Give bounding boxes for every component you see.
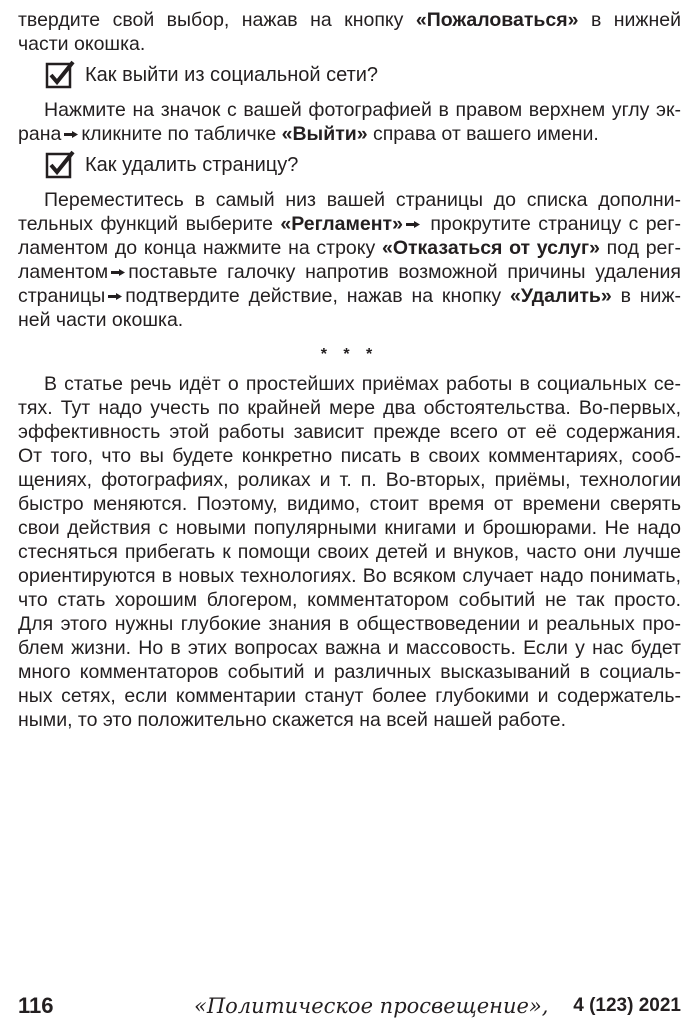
delete-line-2: [18, 212, 681, 236]
delete-text-4a: ламентом: [18, 261, 109, 283]
logout-text-1: рана: [18, 123, 62, 145]
intro-text-2: в нижней: [578, 9, 681, 31]
logout-button-label: «Выйти»: [281, 123, 368, 145]
conclusion-line: стесняться прибегать к помощи своих детей и внуков, часто они лучше: [18, 541, 681, 563]
refuse-services-label: «Отказаться от услуг»: [381, 237, 600, 259]
delete-line-1: Переместитесь в самый низ вашей страницы до списка дополни-: [44, 189, 681, 211]
arrow-right-icon: [108, 293, 122, 300]
question-logout: [45, 60, 378, 90]
question-logout-text: Как выйти из социальной сети?: [85, 64, 379, 86]
section-separator: * * *: [320, 346, 379, 363]
conclusion-line: ориентируются в новых технологиях. Во всяком случает надо понимать,: [18, 565, 681, 587]
regulation-label: «Регламент»: [280, 213, 403, 235]
issue-number: 4 (123) 2021: [573, 995, 681, 1016]
page-footer: [18, 992, 681, 1020]
conclusion-line: быстро меняются. Поэтому, видимо, стоит время от времени сверять: [18, 493, 681, 515]
conclusion-line: ными, то это положительно скажется на всей нашей работе.: [18, 709, 566, 731]
complain-button-label: «Пожаловаться»: [415, 9, 579, 31]
logout-text-3: справа от вашего имени.: [367, 123, 599, 145]
conclusion-line: щениях, фотографиях, роликах и т. п. Во-вторых, приёмы, технологии: [18, 469, 681, 491]
intro-line-1: [18, 8, 681, 32]
logout-text-2: кликните по табличке: [81, 123, 282, 145]
delete-text-2a: тельных функций выберите: [18, 213, 281, 235]
conclusion-line: блем жизни. Но в этих вопросах важна и массовость. Если у нас будет: [18, 637, 681, 659]
intro-text-1: твердите свой выбор, нажав на кнопку: [18, 9, 416, 31]
logout-line-1: Нажмите на значок с вашей фотографией в правом верхнем углу эк-: [44, 99, 681, 121]
journal-title: «Политическое просвещение»,: [194, 994, 549, 1018]
conclusion-line: эффективность этой работы зависит прежде всего от её содержания.: [18, 421, 681, 443]
delete-text-5a: страницы: [18, 285, 106, 307]
delete-button-label: «Удалить»: [509, 285, 612, 307]
delete-text-2c: прокрутите страницу с рег-: [422, 213, 681, 235]
conclusion-line: что стать хорошим блогером, комментатором событий не так просто.: [18, 589, 681, 611]
intro-line-2: части окошка.: [18, 33, 146, 55]
conclusion-line: свои действия с новыми популярными книгами и брошюрами. Не надо: [18, 517, 681, 539]
document-page: [18, 0, 681, 1024]
delete-line-5: [18, 284, 681, 308]
conclusion-line: В статье речь идёт о простейших приёмах работы в социальных се-: [44, 373, 681, 395]
delete-line-4: [18, 260, 681, 284]
logout-line-2: [18, 122, 681, 146]
conclusion-line: ных сетях, если комментарии станут более глубокими и содержатель-: [18, 685, 681, 707]
conclusion-line: От того, что вы будете конкретно писать в своих комментариях, сооб-: [18, 445, 681, 467]
arrow-right-icon: [64, 131, 78, 138]
question-delete: [45, 150, 298, 180]
delete-line-3: [18, 236, 681, 260]
checkbox-checked-icon: [45, 150, 75, 180]
delete-text-5b: подтвердите действие, нажав на кнопку: [125, 285, 510, 307]
question-delete-text: Как удалить страницу?: [85, 154, 299, 176]
conclusion-line: тях. Тут надо учесть по крайней мере два обстоятельства. Во-первых,: [18, 397, 681, 419]
conclusion-line: Для этого нужны глубокие знания в обществоведении и реальных про-: [18, 613, 681, 635]
page-number: 116: [18, 993, 54, 1018]
delete-text-5d: в ниж-: [611, 285, 681, 307]
delete-text-3a: ламентом до конца нажмите на строку: [18, 237, 382, 259]
arrow-right-icon: [406, 221, 420, 228]
conclusion-line: много комментаторов событий и различных высказываний в социаль-: [18, 661, 681, 683]
delete-text-4b: поставьте галочку напротив возможной причины удаления: [128, 261, 681, 283]
delete-text-3c: под рег-: [599, 237, 681, 259]
arrow-right-icon: [111, 269, 125, 276]
checkbox-checked-icon: [45, 60, 75, 90]
delete-line-6: ней части окошка.: [18, 309, 184, 331]
